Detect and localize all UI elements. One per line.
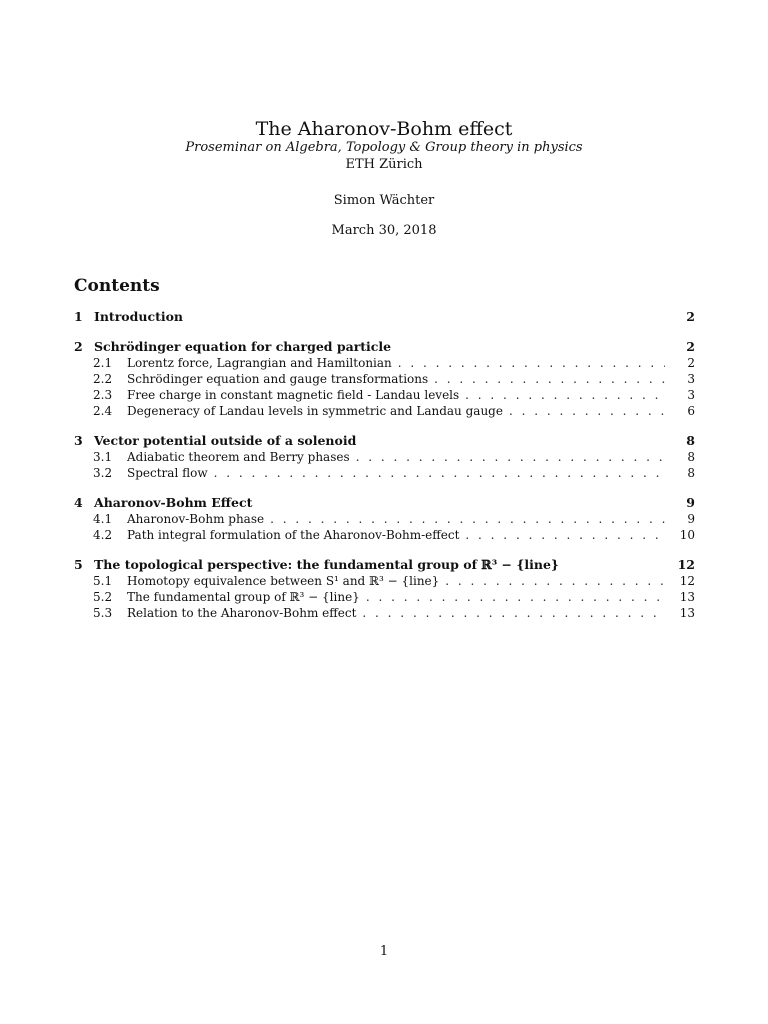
subsection-number: 5.1 [93,574,113,588]
section-page: 2 [686,309,695,324]
section-page: 12 [677,557,695,572]
subsection-title: Relation to the Aharonov-Bohm effect [127,606,357,620]
section-page: 9 [686,495,695,510]
toc-section-4[interactable] [74,495,695,512]
subsection-title: Lorentz force, Lagrangian and Hamiltonian [127,356,392,370]
subsection-number: 3.2 [93,466,113,480]
leader-dots [362,606,665,620]
toc-section-1[interactable] [74,309,695,326]
contents-heading: Contents [74,276,160,296]
toc-subsection-5-2[interactable] [74,590,695,606]
toc-section-5[interactable] [74,557,695,574]
subsection-page: 6 [687,404,695,418]
section-number: 5 [74,557,83,572]
toc-subsection-2-2[interactable] [74,372,695,388]
subsection-number: 5.2 [93,590,113,604]
leader-dots [465,388,665,402]
toc-subsection-3-2[interactable] [74,466,695,482]
date: March 30, 2018 [331,223,437,238]
section-page: 8 [686,433,695,448]
leader-dots [270,512,665,526]
toc-subsection-4-2[interactable] [74,528,695,544]
table-of-contents [74,309,695,622]
leader-dots [398,356,665,370]
subsection-title: Path integral formulation of the Aharonov-Bohm-effect [127,528,460,542]
leader-dots [356,450,665,464]
subsection-number: 4.1 [93,512,113,526]
section-page: 2 [686,339,695,354]
section-number: 1 [74,309,83,324]
leader-dots [366,590,665,604]
subsection-title: Degeneracy of Landau levels in symmetric and Landau gauge [127,404,503,418]
subsection-number: 4.2 [93,528,113,542]
subsection-title: Aharonov-Bohm phase [127,512,265,526]
section-title: Aharonov-Bohm Effect [94,495,253,510]
subsection-page: 8 [687,450,695,464]
section-number: 4 [74,495,83,510]
page-number: 1 [379,944,389,959]
subsection-title: Free charge in constant magnetic field - Landau levels [127,388,460,402]
section-title: The topological perspective: the fundamental group of ℝ³ − {line} [94,557,559,572]
subsection-title: Spectral flow [127,466,208,480]
section-title: Schrödinger equation for charged particle [94,339,392,354]
leader-dots [434,372,665,386]
leader-dots [214,466,665,480]
subsection-number: 5.3 [93,606,113,620]
section-title: Vector potential outside of a solenoid [94,433,357,448]
subsection-number: 2.1 [93,356,113,370]
author: Simon Wächter [333,193,435,208]
toc-subsection-5-3[interactable] [74,606,695,622]
subsection-number: 2.3 [93,388,113,402]
toc-subsection-5-1[interactable] [74,574,695,590]
toc-section-3[interactable] [74,433,695,450]
subsection-number: 3.1 [93,450,113,464]
toc-subsection-2-4[interactable] [74,404,695,420]
toc-subsection-3-1[interactable] [74,450,695,466]
subsection-page: 12 [679,574,695,588]
subsection-page: 9 [687,512,695,526]
subsection-page: 8 [687,466,695,480]
subsection-title: The fundamental group of ℝ³ − {line} [127,590,360,604]
leader-dots [509,404,665,418]
subsection-page: 3 [687,372,695,386]
leader-dots [445,574,665,588]
subsection-title: Adiabatic theorem and Berry phases [127,450,350,464]
subsection-page: 3 [687,388,695,402]
institution: ETH Zürich [345,157,423,172]
subsection-title: Homotopy equivalence between S¹ and ℝ³ − {line} [127,574,440,588]
toc-subsection-2-3[interactable] [74,388,695,404]
toc-subsection-2-1[interactable] [74,356,695,372]
toc-subsection-4-1[interactable] [74,512,695,528]
section-number: 3 [74,433,83,448]
subsection-page: 13 [679,606,695,620]
subsection-page: 10 [679,528,695,542]
document-title: The Aharonov-Bohm effect [255,118,513,140]
section-title: Introduction [94,309,184,324]
subsection-title: Schrödinger equation and gauge transformations [127,372,429,386]
section-number: 2 [74,339,83,354]
subsection-number: 2.2 [93,372,113,386]
subsection-number: 2.4 [93,404,113,418]
leader-dots [465,528,665,542]
subsection-page: 13 [679,590,695,604]
toc-section-2[interactable] [74,339,695,356]
document-subtitle: Proseminar on Algebra, Topology & Group theory in physics [185,140,583,155]
subsection-page: 2 [687,356,695,370]
